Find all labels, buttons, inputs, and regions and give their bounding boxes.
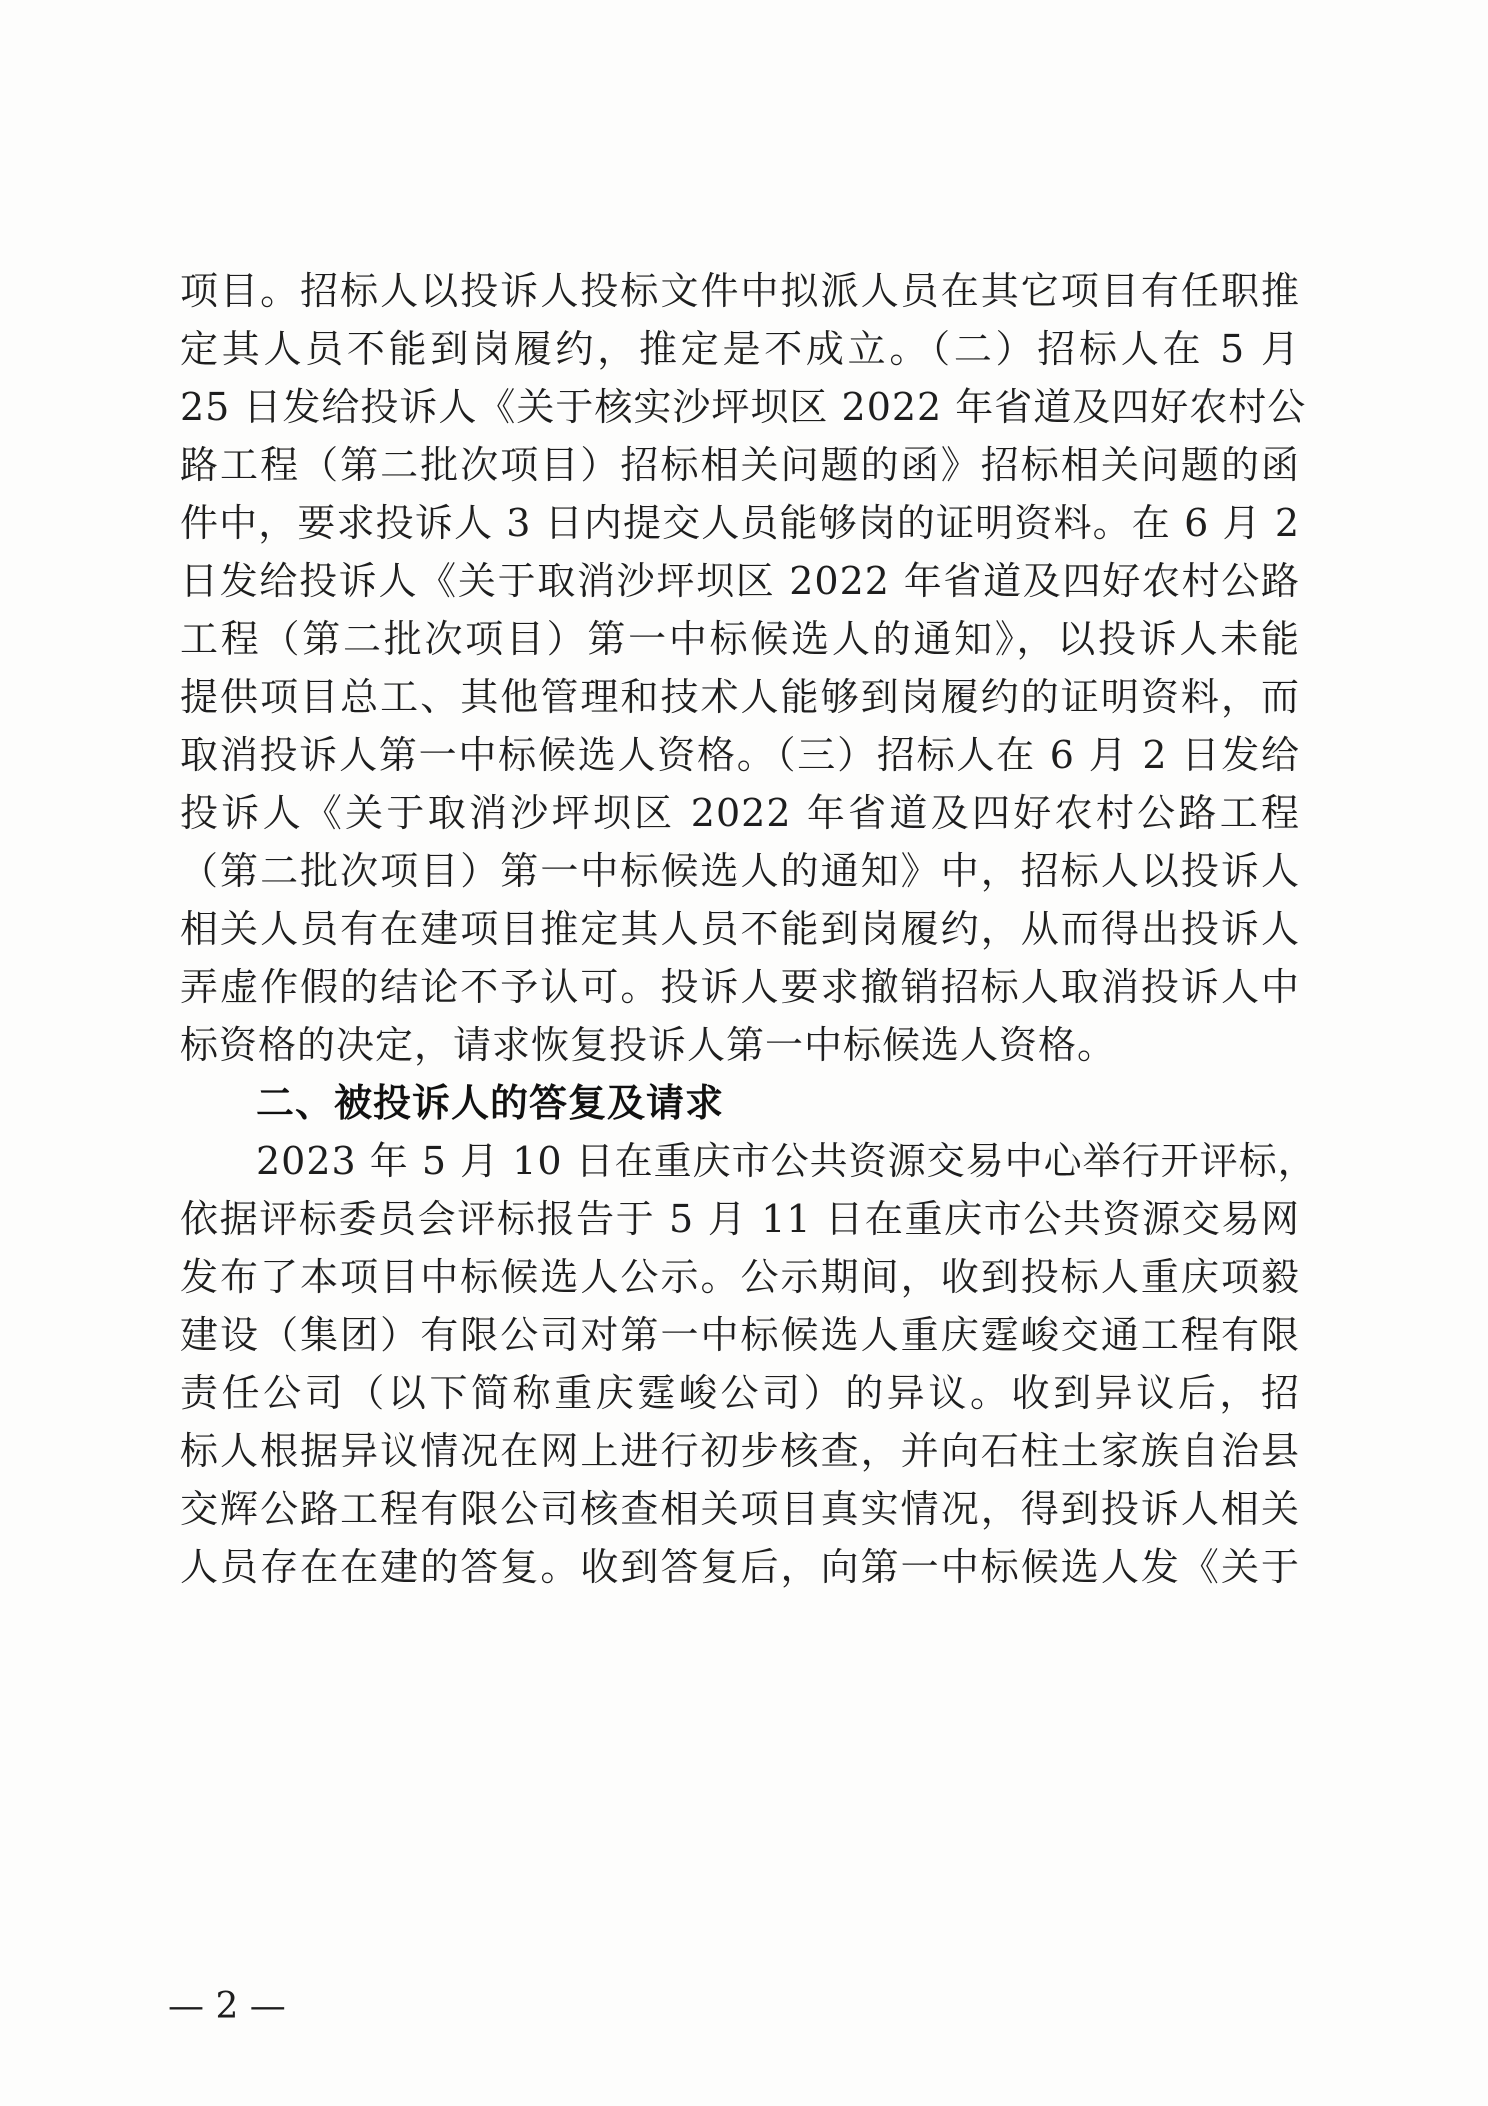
text-line: 项目。招标人以投诉人投标文件中拟派人员在其它项目有任职推 xyxy=(180,269,1300,313)
text-line: 件中，要求投诉人 3 日内提交人员能够岗的证明资料。在 6 月 2 xyxy=(180,501,1300,545)
text-line: 定其人员不能到岗履约，推定是不成立。（二）招标人在 5 月 xyxy=(180,327,1300,371)
text-line: 相关人员有在建项目推定其人员不能到岗履约，从而得出投诉人 xyxy=(180,907,1300,951)
text-line: （第二批次项目）第一中标候选人的通知》中，招标人以投诉人 xyxy=(180,849,1300,893)
text-line: 提供项目总工、其他管理和技术人能够到岗履约的证明资料，而 xyxy=(180,675,1300,719)
section-heading: 二、被投诉人的答复及请求 xyxy=(256,1081,725,1125)
text-line: 25 日发给投诉人《关于核实沙坪坝区 2022 年省道及四好农村公 xyxy=(180,385,1307,429)
document-body xyxy=(180,262,1317,1596)
paragraph-respondent-reply xyxy=(180,1132,1317,1596)
text-line: 交辉公路工程有限公司核查相关项目真实情况，得到投诉人相关 xyxy=(180,1487,1300,1531)
text-line: 责任公司（以下简称重庆霆峻公司）的异议。收到异议后，招 xyxy=(180,1371,1300,1415)
text-line: 投诉人《关于取消沙坪坝区 2022 年省道及四好农村公路工程 xyxy=(180,791,1300,835)
text-line: 取消投诉人第一中标候选人资格。（三）招标人在 6 月 2 日发给 xyxy=(180,733,1300,777)
text-line: 标人根据异议情况在网上进行初步核查，并向石柱土家族自治县 xyxy=(180,1429,1300,1473)
text-line: 建设（集团）有限公司对第一中标候选人重庆霆峻交通工程有限 xyxy=(180,1313,1300,1357)
page-number: — 2 — xyxy=(168,1986,286,2027)
paragraph-complaint-continued xyxy=(180,262,1307,1074)
text-line: 日发给投诉人《关于取消沙坪坝区 2022 年省道及四好农村公路 xyxy=(180,559,1300,603)
text-line: 2023 年 5 月 10 日在重庆市公共资源交易中心举行开评标， xyxy=(256,1139,1317,1183)
text-line: 发布了本项目中标候选人公示。公示期间，收到投标人重庆项毅 xyxy=(180,1255,1300,1299)
text-line: 路工程（第二批次项目）招标相关问题的函》招标相关问题的函 xyxy=(180,443,1300,487)
text-line: 标资格的决定，请求恢复投诉人第一中标候选人资格。 xyxy=(180,1023,1117,1067)
text-line: 弄虚作假的结论不予认可。投诉人要求撤销招标人取消投诉人中 xyxy=(180,965,1300,1009)
text-line: 依据评标委员会评标报告于 5 月 11 日在重庆市公共资源交易网 xyxy=(180,1197,1300,1241)
text-line: 工程（第二批次项目）第一中标候选人的通知》，以投诉人未能 xyxy=(180,617,1300,661)
text-line: 人员存在在建的答复。收到答复后，向第一中标候选人发《关于 xyxy=(180,1545,1300,1589)
